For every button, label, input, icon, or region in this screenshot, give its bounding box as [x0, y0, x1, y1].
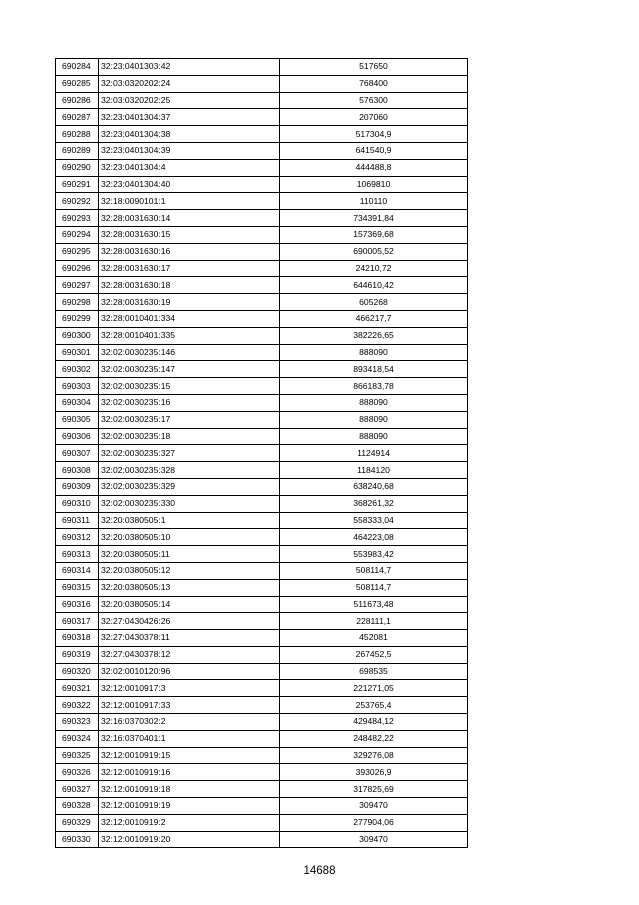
table-row — [56, 445, 468, 462]
row-id-cell: 690319 — [56, 646, 99, 663]
row-id-cell: 690299 — [56, 310, 99, 327]
table-row — [56, 462, 468, 479]
table-row — [56, 294, 468, 311]
cadastral-number-cell: 32:03:0320202:25 — [99, 92, 280, 109]
row-id-cell: 690286 — [56, 92, 99, 109]
cadastral-number-cell: 32:28:0031630:19 — [99, 294, 280, 311]
row-id-cell: 690306 — [56, 428, 99, 445]
cadastral-number-cell: 32:12:0010919:18 — [99, 781, 280, 798]
row-id-cell: 690298 — [56, 294, 99, 311]
table-row — [56, 630, 468, 647]
table-row — [56, 310, 468, 327]
value-cell: 866183,78 — [280, 378, 468, 395]
value-cell: 429484,12 — [280, 714, 468, 731]
table-row — [56, 781, 468, 798]
row-id-cell: 690310 — [56, 495, 99, 512]
row-id-cell: 690285 — [56, 75, 99, 92]
row-id-cell: 690304 — [56, 394, 99, 411]
value-cell: 1069810 — [280, 176, 468, 193]
row-id-cell: 690297 — [56, 277, 99, 294]
table-row — [56, 747, 468, 764]
row-id-cell: 690308 — [56, 462, 99, 479]
value-cell: 253765,4 — [280, 697, 468, 714]
value-cell: 248482,22 — [280, 730, 468, 747]
value-cell: 110110 — [280, 193, 468, 210]
row-id-cell: 690311 — [56, 512, 99, 529]
table-row — [56, 361, 468, 378]
cadastral-number-cell: 32:12:0010919:20 — [99, 831, 280, 848]
row-id-cell: 690321 — [56, 680, 99, 697]
row-id-cell: 690318 — [56, 630, 99, 647]
cadastral-number-cell: 32:02:0030235:147 — [99, 361, 280, 378]
table-row — [56, 596, 468, 613]
cadastral-number-cell: 32:02:0030235:18 — [99, 428, 280, 445]
table-row — [56, 109, 468, 126]
row-id-cell: 690316 — [56, 596, 99, 613]
table-row — [56, 646, 468, 663]
row-id-cell: 690327 — [56, 781, 99, 798]
table-row — [56, 714, 468, 731]
table-body — [56, 59, 468, 848]
table-row — [56, 798, 468, 815]
cadastral-number-cell: 32:02:0030235:146 — [99, 344, 280, 361]
cadastral-number-cell: 32:03:0320202:24 — [99, 75, 280, 92]
cadastral-number-cell: 32:28:0031630:18 — [99, 277, 280, 294]
cadastral-number-cell: 32:23:0401304:38 — [99, 126, 280, 143]
table-row — [56, 210, 468, 227]
row-id-cell: 690287 — [56, 109, 99, 126]
cadastral-number-cell: 32:20:0380505:14 — [99, 596, 280, 613]
cadastral-number-cell: 32:02:0030235:330 — [99, 495, 280, 512]
value-cell: 893418,54 — [280, 361, 468, 378]
table-row — [56, 226, 468, 243]
value-cell: 368261,32 — [280, 495, 468, 512]
table-row — [56, 579, 468, 596]
row-id-cell: 690312 — [56, 529, 99, 546]
cadastral-number-cell: 32:02:0030235:329 — [99, 478, 280, 495]
cadastral-number-cell: 32:28:0010401:334 — [99, 310, 280, 327]
row-id-cell: 690296 — [56, 260, 99, 277]
table-row — [56, 59, 468, 76]
cadastral-number-cell: 32:20:0380505:12 — [99, 562, 280, 579]
row-id-cell: 690291 — [56, 176, 99, 193]
value-cell: 734391,84 — [280, 210, 468, 227]
row-id-cell: 690289 — [56, 142, 99, 159]
row-id-cell: 690284 — [56, 59, 99, 76]
row-id-cell: 690323 — [56, 714, 99, 731]
table-row — [56, 680, 468, 697]
row-id-cell: 690314 — [56, 562, 99, 579]
page-number: 14688 — [303, 865, 336, 877]
table-row — [56, 176, 468, 193]
row-id-cell: 690317 — [56, 613, 99, 630]
cadastral-number-cell: 32:12:0010919:19 — [99, 798, 280, 815]
value-cell: 558333,04 — [280, 512, 468, 529]
cadastral-number-cell: 32:20:0380505:10 — [99, 529, 280, 546]
cadastral-number-cell: 32:28:0031630:15 — [99, 226, 280, 243]
table-row — [56, 663, 468, 680]
value-cell: 888090 — [280, 344, 468, 361]
cadastral-number-cell: 32:02:0030235:327 — [99, 445, 280, 462]
table-row — [56, 546, 468, 563]
table-row — [56, 126, 468, 143]
row-id-cell: 690294 — [56, 226, 99, 243]
value-cell: 698535 — [280, 663, 468, 680]
table-row — [56, 613, 468, 630]
table-row — [56, 378, 468, 395]
value-cell: 888090 — [280, 394, 468, 411]
row-id-cell: 690295 — [56, 243, 99, 260]
cadastral-number-cell: 32:02:0010120:96 — [99, 663, 280, 680]
value-cell: 207060 — [280, 109, 468, 126]
cadastral-number-cell: 32:02:0030235:16 — [99, 394, 280, 411]
value-cell: 768400 — [280, 75, 468, 92]
value-cell: 464223,08 — [280, 529, 468, 546]
table-row — [56, 92, 468, 109]
value-cell: 888090 — [280, 428, 468, 445]
value-cell: 452081 — [280, 630, 468, 647]
cadastral-number-cell: 32:23:0401304:4 — [99, 159, 280, 176]
cadastral-number-cell: 32:28:0031630:16 — [99, 243, 280, 260]
cadastral-number-cell: 32:12:0010919:15 — [99, 747, 280, 764]
table-row — [56, 344, 468, 361]
row-id-cell: 690303 — [56, 378, 99, 395]
row-id-cell: 690330 — [56, 831, 99, 848]
value-cell: 309470 — [280, 798, 468, 815]
table-row — [56, 411, 468, 428]
table-row — [56, 730, 468, 747]
value-cell: 329276,08 — [280, 747, 468, 764]
cadastral-number-cell: 32:18:0090101:1 — [99, 193, 280, 210]
cadastral-number-cell: 32:16:0370401:1 — [99, 730, 280, 747]
value-cell: 1124914 — [280, 445, 468, 462]
value-cell: 511673,48 — [280, 596, 468, 613]
cadastral-number-cell: 32:23:0401304:40 — [99, 176, 280, 193]
table-row — [56, 814, 468, 831]
cadastral-number-cell: 32:23:0401303:42 — [99, 59, 280, 76]
value-cell: 317825,69 — [280, 781, 468, 798]
value-cell: 24210,72 — [280, 260, 468, 277]
table-row — [56, 562, 468, 579]
cadastral-number-cell: 32:20:0380505:11 — [99, 546, 280, 563]
row-id-cell: 690326 — [56, 764, 99, 781]
row-id-cell: 690293 — [56, 210, 99, 227]
value-cell: 508114,7 — [280, 579, 468, 596]
row-id-cell: 690315 — [56, 579, 99, 596]
cadastral-number-cell: 32:27:0430378:12 — [99, 646, 280, 663]
value-cell: 382226,65 — [280, 327, 468, 344]
cadastral-number-cell: 32:20:0380505:1 — [99, 512, 280, 529]
table-row — [56, 327, 468, 344]
row-id-cell: 690302 — [56, 361, 99, 378]
cadastral-number-cell: 32:02:0030235:17 — [99, 411, 280, 428]
data-table — [55, 58, 468, 848]
row-id-cell: 690324 — [56, 730, 99, 747]
row-id-cell: 690325 — [56, 747, 99, 764]
value-cell: 466217,7 — [280, 310, 468, 327]
value-cell: 553983,42 — [280, 546, 468, 563]
value-cell: 393026,9 — [280, 764, 468, 781]
value-cell: 576300 — [280, 92, 468, 109]
row-id-cell: 690329 — [56, 814, 99, 831]
value-cell: 517650 — [280, 59, 468, 76]
table-row — [56, 478, 468, 495]
table-row — [56, 142, 468, 159]
cadastral-number-cell: 32:12:0010919:2 — [99, 814, 280, 831]
value-cell: 605268 — [280, 294, 468, 311]
table-row — [56, 529, 468, 546]
cadastral-number-cell: 32:02:0030235:15 — [99, 378, 280, 395]
row-id-cell: 690288 — [56, 126, 99, 143]
table-row — [56, 394, 468, 411]
table-row — [56, 193, 468, 210]
table-row — [56, 495, 468, 512]
cadastral-number-cell: 32:28:0031630:17 — [99, 260, 280, 277]
cadastral-number-cell: 32:28:0031630:14 — [99, 210, 280, 227]
cadastral-number-cell: 32:16:0370302:2 — [99, 714, 280, 731]
value-cell: 517304,9 — [280, 126, 468, 143]
table-row — [56, 512, 468, 529]
row-id-cell: 690292 — [56, 193, 99, 210]
value-cell: 309470 — [280, 831, 468, 848]
row-id-cell: 690322 — [56, 697, 99, 714]
cadastral-number-cell: 32:23:0401304:37 — [99, 109, 280, 126]
row-id-cell: 690307 — [56, 445, 99, 462]
row-id-cell: 690301 — [56, 344, 99, 361]
value-cell: 641540,9 — [280, 142, 468, 159]
value-cell: 690005,52 — [280, 243, 468, 260]
cadastral-number-cell: 32:12:0010917:3 — [99, 680, 280, 697]
table-row — [56, 260, 468, 277]
cadastral-number-cell: 32:12:0010917:33 — [99, 697, 280, 714]
value-cell: 277904,06 — [280, 814, 468, 831]
row-id-cell: 690305 — [56, 411, 99, 428]
row-id-cell: 690313 — [56, 546, 99, 563]
value-cell: 221271,05 — [280, 680, 468, 697]
table-row — [56, 277, 468, 294]
cadastral-number-cell: 32:28:0010401:335 — [99, 327, 280, 344]
cadastral-number-cell: 32:23:0401304:39 — [99, 142, 280, 159]
table-row — [56, 428, 468, 445]
value-cell: 267452,5 — [280, 646, 468, 663]
table-row — [56, 697, 468, 714]
value-cell: 508114,7 — [280, 562, 468, 579]
value-cell: 228111,1 — [280, 613, 468, 630]
cadastral-number-cell: 32:20:0380505:13 — [99, 579, 280, 596]
cadastral-number-cell: 32:27:0430378:11 — [99, 630, 280, 647]
cadastral-number-cell: 32:27:0430426:26 — [99, 613, 280, 630]
row-id-cell: 690300 — [56, 327, 99, 344]
row-id-cell: 690320 — [56, 663, 99, 680]
value-cell: 1184120 — [280, 462, 468, 479]
row-id-cell: 690309 — [56, 478, 99, 495]
row-id-cell: 690290 — [56, 159, 99, 176]
table-row — [56, 243, 468, 260]
table-row — [56, 159, 468, 176]
value-cell: 644610,42 — [280, 277, 468, 294]
row-id-cell: 690328 — [56, 798, 99, 815]
cadastral-number-cell: 32:02:0030235:328 — [99, 462, 280, 479]
table-row — [56, 75, 468, 92]
table-row — [56, 831, 468, 848]
value-cell: 444488,8 — [280, 159, 468, 176]
value-cell: 157369,68 — [280, 226, 468, 243]
table-row — [56, 764, 468, 781]
value-cell: 888090 — [280, 411, 468, 428]
value-cell: 638240,68 — [280, 478, 468, 495]
cadastral-number-cell: 32:12:0010919:16 — [99, 764, 280, 781]
